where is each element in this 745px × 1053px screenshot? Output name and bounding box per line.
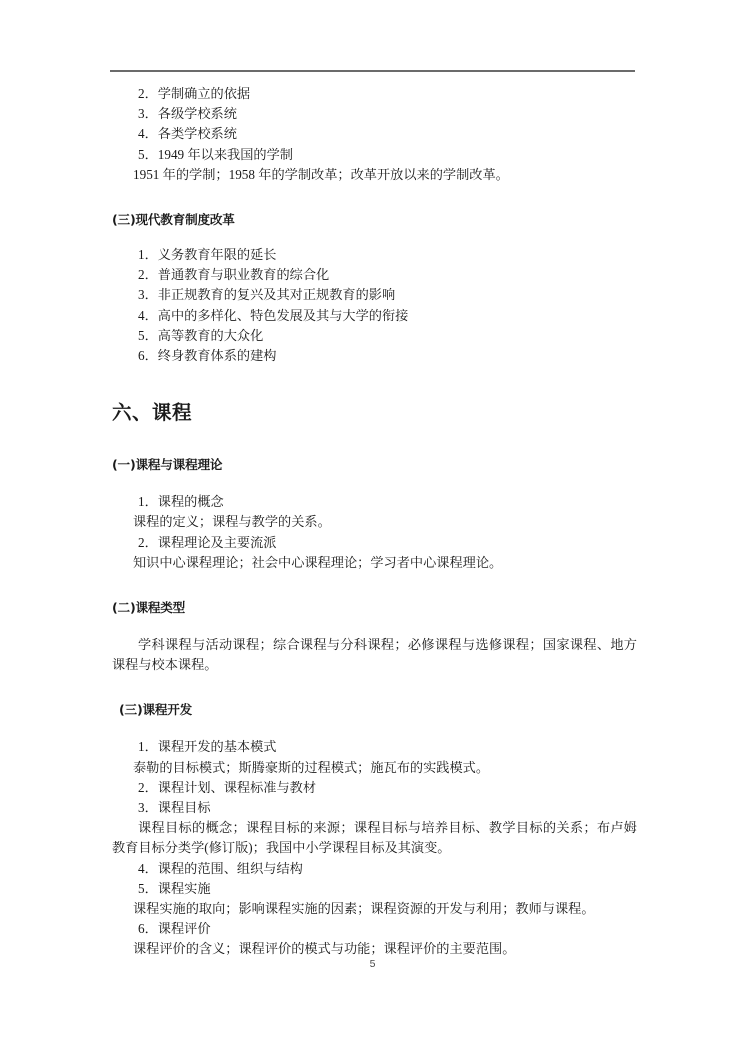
list-item: 2．普通教育与职业教育的综合化 [138,267,330,283]
detail-line: 课程评价的含义；课程评价的模式与功能；课程评价的主要范围。 [133,941,516,957]
list-item: 4．高中的多样化、特色发展及其与大学的衔接 [138,307,409,323]
section-heading-modern-reform: (三)现代教育制度改革 [112,212,235,228]
list-item: 6．课程评价 [138,921,211,937]
detail-line: 1951 年的学制；1958 年的学制改革；改革开放以来的学制改革。 [133,166,509,182]
list-item: 2．课程理论及主要流派 [138,534,277,550]
chapter-heading: 六、课程 [112,401,193,425]
continued-list [112,84,637,185]
spacer [112,617,637,635]
page-content [112,84,637,960]
list-item: 5．高等教育的大众化 [138,327,264,343]
modern-reform-list [112,245,637,366]
curriculum-development-lines [112,737,637,959]
list-item: 3．非正规教育的复兴及其对正规教育的影响 [138,287,396,303]
section-heading-curriculum-development: (三)课程开发 [119,702,193,718]
list-item: 4．各类学校系统 [138,126,237,142]
detail-line: 知识中心课程理论；社会中心课程理论；学习者中心课程理论。 [133,554,503,570]
list-item: 3．课程目标 [138,800,211,816]
header-rule [110,70,635,72]
list-item: 2．学制确立的依据 [138,86,251,101]
spacer [112,719,637,737]
list-item: 1．义务教育年限的延长 [138,247,277,263]
section-heading-curriculum-theory: (一)课程与课程理论 [112,457,223,473]
spacer [112,675,637,701]
list-item: 4．课程的范围、组织与结构 [138,860,303,876]
list-item: 5．课程实施 [138,880,211,896]
spacer [112,229,637,245]
detail-line: 泰勒的目标模式；斯腾豪斯的过程模式；施瓦布的实践模式。 [133,759,490,775]
list-item: 1．课程的概念 [138,494,224,510]
spacer [112,185,637,211]
spacer [112,573,637,599]
list-item: 6．终身教育体系的建构 [138,348,277,364]
list-item: 3．各级学校系统 [138,106,237,122]
curriculum-types-paragraph: 学科课程与活动课程；综合课程与分科课程；必修课程与选修课程；国家课程、地方课程与校本课程。 [112,637,637,673]
section-heading-curriculum-types: (二)课程类型 [112,600,186,616]
detail-line: 课程实施的取向；影响课程实施的因素；课程资源的开发与利用；教师与课程。 [133,901,595,917]
curriculum-theory-lines [112,492,637,573]
detail-paragraph: 课程目标的概念；课程目标的来源；课程目标与培养目标、教学目标的关系；布卢姆教育目标分类学(修订版)；我国中小学课程目标及其演变。 [112,820,637,856]
spacer [112,366,637,400]
spacer [112,426,637,456]
page-number: 5 [369,958,376,970]
list-item: 2．课程计划、课程标准与教材 [138,779,317,795]
detail-line: 课程的定义；课程与教学的关系。 [133,514,331,530]
spacer [112,474,637,492]
list-item: 5．1949 年以来我国的学制 [138,146,293,162]
list-item: 1．课程开发的基本模式 [138,739,277,755]
